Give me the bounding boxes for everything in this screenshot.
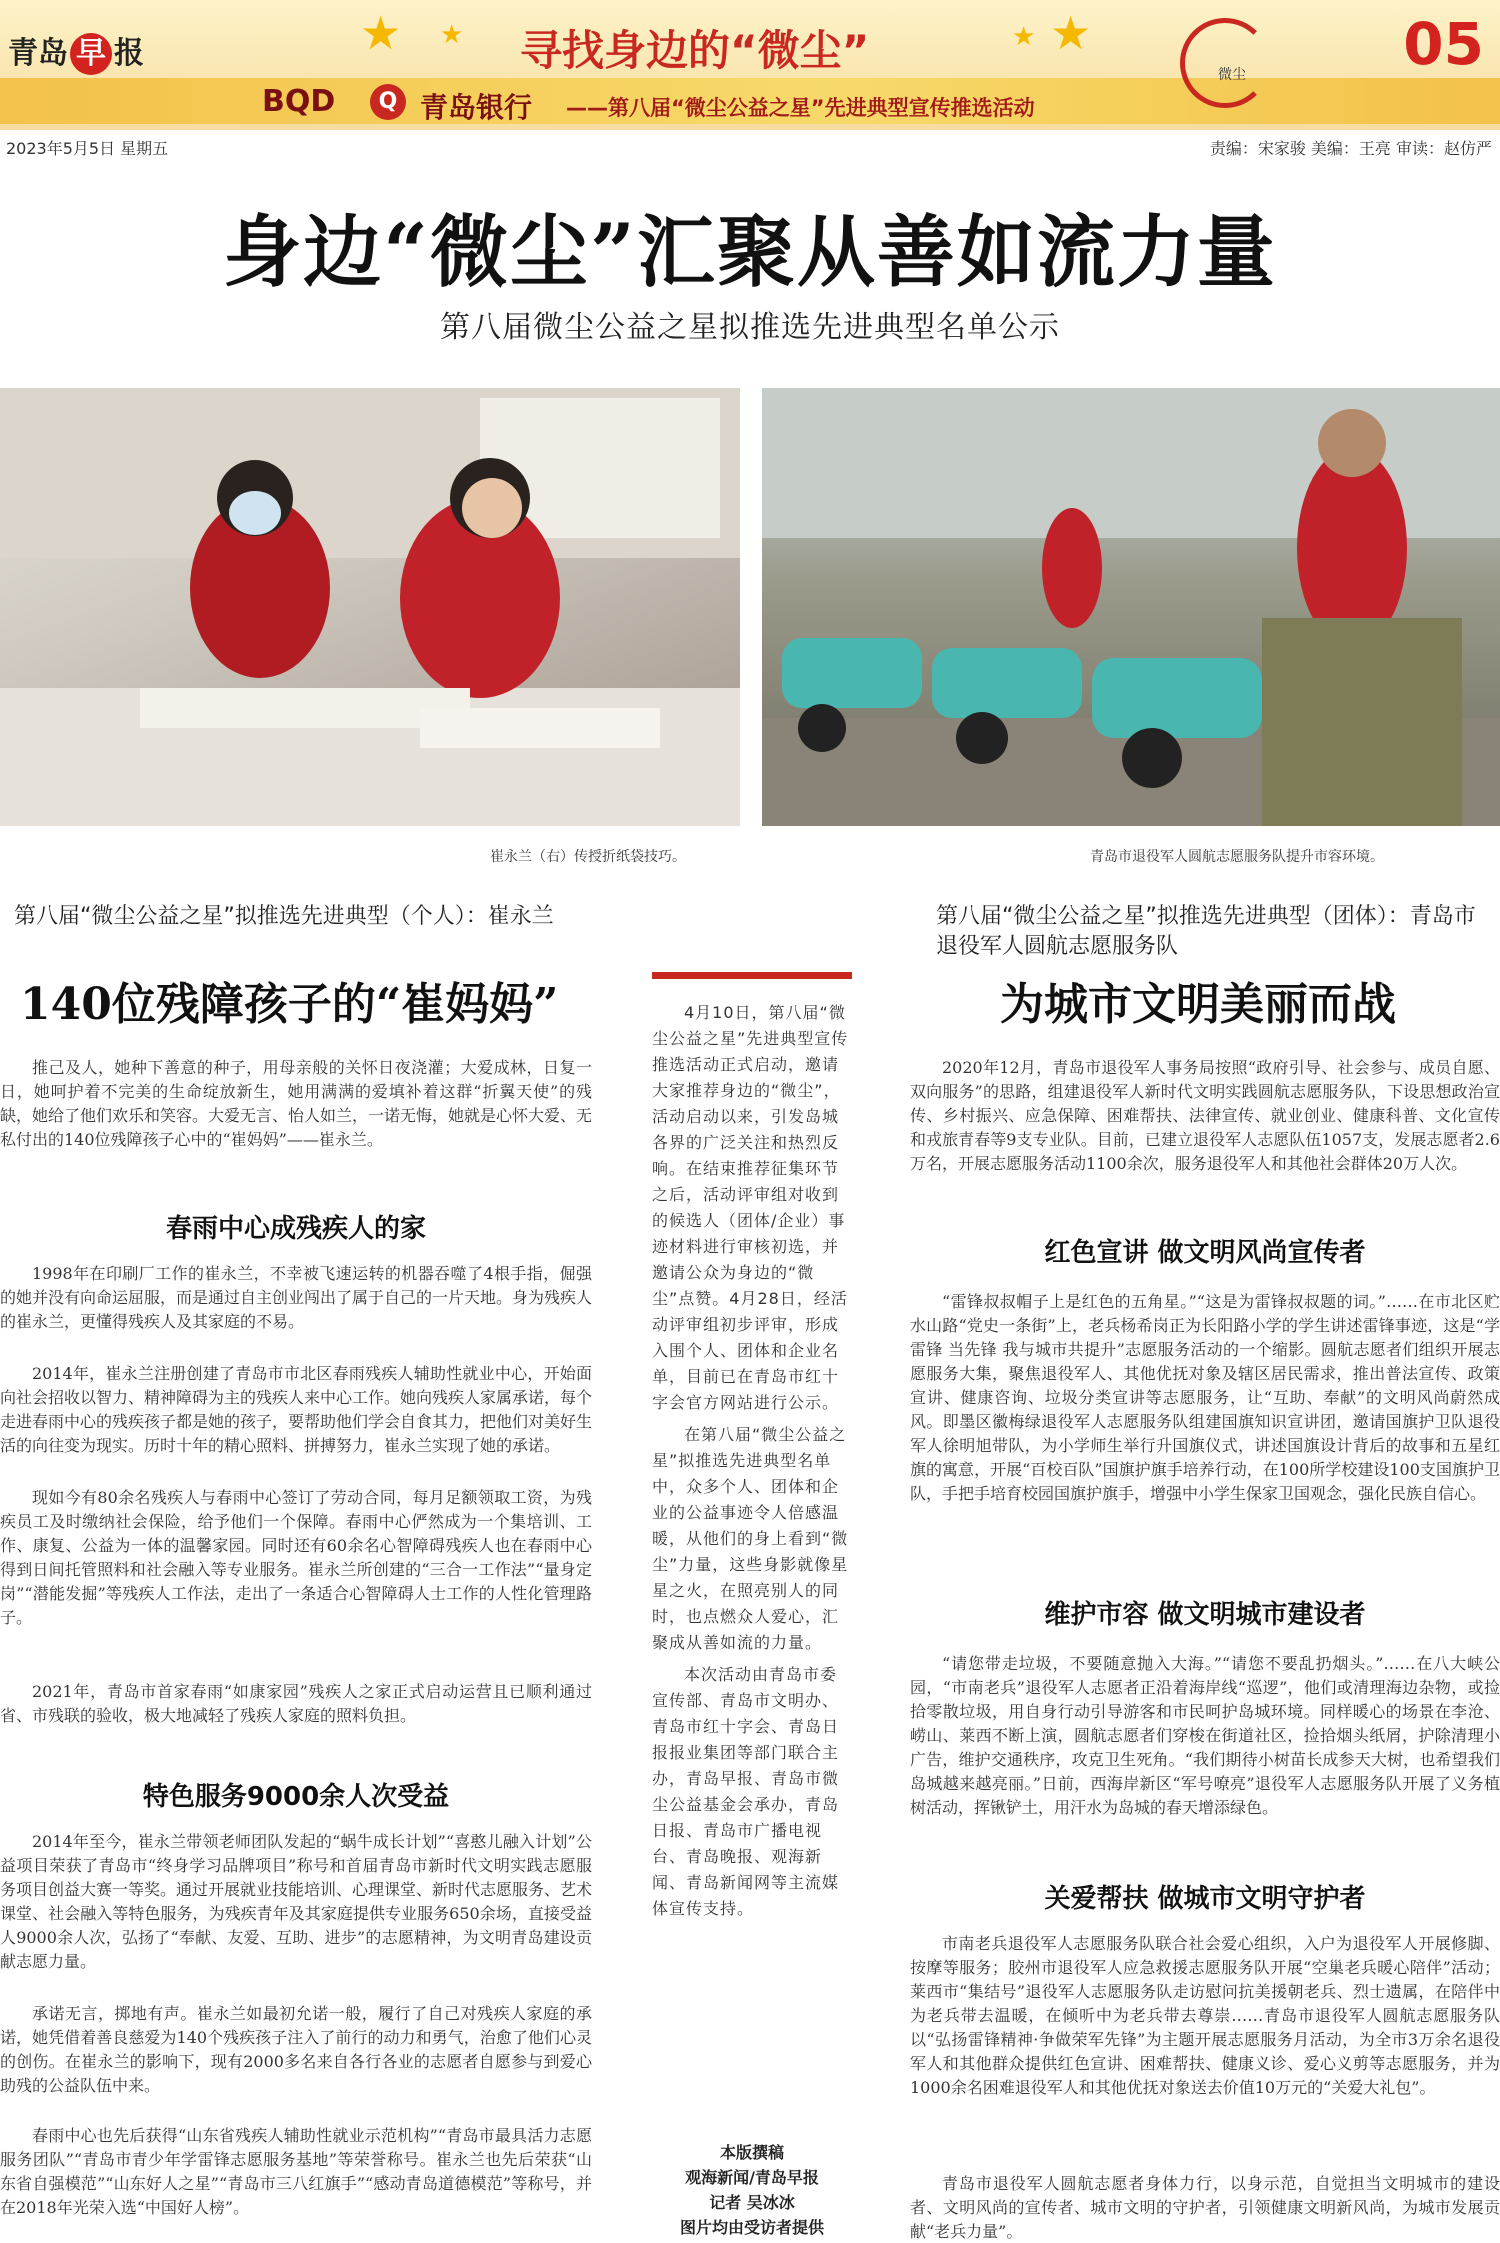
editors-line: 责编：宋家骏 美编：王亮 审读：赵仿严	[1209, 139, 1492, 158]
masthead-pre: 青岛	[8, 36, 68, 71]
left-intro: 推己及人，她种下善意的种子，用母亲般的关怀日夜浇灌；大爱成林，日复一日，她呵护着不完美的生命绽放新生，她用满满的爱填补着这群“折翼天使”的残缺，她给了他们欢乐和笑容。大爱无言、怡人如兰，一诺无悔，她就是心怀大爱、无私付出的140位残障孩子心中的“崔妈妈”——崔永兰。	[0, 1058, 592, 1149]
photo-illustration-left	[0, 388, 740, 826]
left-s2-paragraph-2: 承诺无言，掷地有声。崔永兰如最初允诺一般，履行了自己对残疾人家庭的承诺，她凭借着善良慈爱为140个残疾孩子注入了前行的动力和勇气，治愈了他们心灵的创伤。在崔永兰的影响下，现有2000多名来自各行各业的志愿者自愿参与到爱心助残的公益队伍中来。	[0, 2004, 592, 2095]
left-s2-paragraph-3: 春雨中心也先后获得“山东省残疾人辅助性就业示范机构”“青岛市最具活力志愿服务团队”“青岛市青少年学雷锋志愿服务基地”等荣誉称号。崔永兰也先后荣获“山东省自强模范”“山东好人之星”“青岛市三八红旗手”“感动青岛道德模范”等称号，并在2018年光荣入选“中国好人榜”。	[0, 2126, 592, 2217]
right-s3-paragraph-2: 青岛市退役军人圆航志愿者身体力行，以身示范，自觉担当文明城市的建设者、文明风尚的宣传者、城市文明的守护者，引领健康文明新风尚，为城市发展贡献“老兵力量”。	[910, 2174, 1500, 2241]
page-number: 05	[1403, 10, 1484, 78]
right-intro: 2020年12月，青岛市退役军人事务局按照“政府引导、社会参与、成员自愿、双向服务”的思路，组建退役军人新时代文明实践圆航志愿服务队，下设思想政治宣传、乡村振兴、应急保障、困难帮扶、法律宣传、就业创业、健康科普、文化宣传和戎旅青春等9支专业队。目前，已建立退役军人志愿队伍1057支，发展志愿者2.6万名，开展志愿服务活动1100余次，服务退役军人和其他社会群体20万人次。	[910, 1058, 1500, 1173]
campaign-title: ——第八届“微尘公益之星”先进典型宣传推选活动	[566, 96, 1035, 120]
bank-name: 青岛银行	[420, 91, 533, 124]
photo-cui-yonglan	[0, 388, 740, 826]
left-section-2-heading: 特色服务9000余人次受益	[142, 1782, 450, 1812]
bank-logo: BQD	[262, 84, 336, 119]
middle-paragraph-1: 4月10日，第八届“微尘公益之星”先进典型宣传推选活动正式启动，邀请大家推荐身边的“微尘”，活动启动以来，引发岛城各界的广泛关注和热烈反响。在结束推荐征集环节之后，活动评审组对收到的候选人（团体/企业）事迹材料进行审核初选，并邀请公众为身边的“微尘”点赞。4月28日，经活动评审组初步评审，形成入围个人、团体和企业名单，目前已在青岛市红十字会官方网站进行公示。	[652, 1003, 849, 1412]
bank-icon: Q	[370, 84, 406, 120]
star-icon: ★	[440, 20, 464, 50]
photo-caption-left: 崔永兰（右）传授折纸袋技巧。	[490, 849, 686, 865]
right-s1-paragraph-1: “雷锋叔叔帽子上是红色的五角星。”“这是为雷锋叔叔题的词。”……在市北区贮水山路“党史一条街”上，老兵杨希岗正为长阳路小学的学生讲述雷锋事迹，这是“学雷锋 当先锋 我与城市共提升”志愿服务活动的一个缩影。圆航志愿者们组织开展志愿服务大集，聚焦退役军人、其他优抚对象及辖区居民需求，推出普法宣传、政策宣讲、健康咨询、垃圾分类宣讲等志愿服务，让“互助、奉献”的文明风尚蔚然成风。即墨区徽梅绿退役军人志愿服务队组建国旗知识宣讲团，邀请国旗护卫队退役军人徐明旭带队，为小学师生举行升国旗仪式，讲述国旗设计背后的故事和五星红旗的寓意，开展“百校百队”国旗护旗手培养行动，在100所学校建设100支国旗护卫队，手把手培育校园国旗护旗手，增强中小学生保家卫国观念，强化民族自信心。	[910, 1292, 1500, 1503]
newspaper-masthead	[8, 28, 144, 75]
credit-line-4: 图片均由受访者提供	[679, 2218, 824, 2237]
photo-caption-right: 青岛市退役军人圆航志愿服务队提升市容环境。	[1090, 849, 1384, 865]
right-s2-paragraph-1: “请您带走垃圾，不要随意抛入大海。”“请您不要乱扔烟头。”……在八大峡公园，“市南老兵”退役军人志愿者正沿着海岸线“巡逻”，他们或清理海边杂物，或捡拾零散垃圾，用自身行动引导游客和市民呵护岛城环境。同样暖心的场景在李沧、崂山、莱西不断上演，圆航志愿者们穿梭在街道社区，捡拾烟头纸屑，护除清理小广告，维护交通秩序，攻克卫生死角。“我们期待小树苗长成参天大树，也希望我们岛城越来越亮丽。”日前，西海岸新区“军号嘹亮”退役军人志愿服务队开展了义务植树活动，挥锹铲土，用汗水为岛城的春天增添绿色。	[910, 1654, 1500, 1817]
left-article-title: 140位残障孩子的“崔妈妈”	[20, 979, 559, 1030]
left-s1-paragraph-3: 现如今有80余名残疾人与春雨中心签订了劳动合同，每月足额领取工资，为残疾员工及时缴纳社会保险，给予他们一个保障。春雨中心俨然成为一个集培训、工作、康复、公益为一体的温馨家园。同时还有60余名心智障碍残疾人也在春雨中心得到日间托管照料和社会融入等专业服务。崔永兰所创建的“三合一工作法”“量身定岗”“潜能发掘”等残疾人工作法，走出了一条适合心智障碍人士工作的人性化管理路子。	[0, 1488, 592, 1627]
photo-volunteers	[762, 388, 1500, 826]
middle-paragraph-3: 本次活动由青岛市委宣传部、青岛市文明办、青岛市红十字会、青岛日报报业集团等部门联合主办，青岛早报、青岛市微尘公益基金会承办，青岛日报、青岛市广播电视台、青岛晚报、观海新闻、青岛新闻网等主流媒体宣传支持。	[652, 1665, 840, 1918]
credit-line-1: 本版撰稿	[719, 2143, 784, 2162]
page-headline: 身边“微尘”汇聚从善如流力量	[223, 207, 1277, 298]
left-s1-paragraph-2: 2014年，崔永兰注册创建了青岛市市北区春雨残疾人辅助性就业中心，开始面向社会招收以智力、精神障碍为主的残疾人来中心工作。她向残疾人家属承诺，每个走进春雨中心的残疾孩子都是她的孩子，要帮助他们学会自食其力，把他们对美好生活的向往变为现实。历时十年的精心照料、拼搏努力，崔永兰实现了她的承诺。	[0, 1364, 592, 1455]
masthead-logo-icon: 早	[70, 33, 112, 75]
page-kicker: 寻找身边的“微尘”	[520, 26, 870, 75]
right-section-3-heading: 关爱帮扶 做城市文明守护者	[1044, 1884, 1366, 1914]
issue-date: 2023年5月5日 星期五	[6, 139, 169, 158]
left-s1-paragraph-1: 1998年在印刷厂工作的崔永兰，不幸被飞速运转的机器吞噬了4根手指，倔强的她并没有向命运屈服，而是通过自主创业闯出了属于自己的一片天地。身为残疾人的崔永兰，更懂得残疾人及其家庭的不易。	[0, 1264, 592, 1331]
right-section-2-heading: 维护市容 做文明城市建设者	[1044, 1600, 1366, 1630]
masthead-post: 报	[114, 36, 144, 71]
middle-paragraph-2: 在第八届“微尘公益之星”拟推选先进典型名单中，众多个人、团体和企业的公益事迹令人倍感温暖，从他们的身上看到“微尘”力量，这些身影就像星星之火，在照亮别人的同时，也点燃众人爱心，汇聚成从善如流的力量。	[652, 1425, 849, 1652]
middle-red-rule	[652, 972, 852, 979]
photo-illustration-right	[762, 388, 1500, 826]
middle-column	[652, 1000, 852, 2130]
right-s3-paragraph-1: 市南老兵退役军人志愿服务队联合社会爱心组织，入户为退役军人开展修脚、按摩等服务；胶州市退役军人应急救援志愿服务队开展“空巢老兵暖心陪伴”活动；莱西市“集结号”退役军人志愿服务队走访慰问抗美援朝老兵、烈士遗属，在陪伴中为老兵带去温暖，在倾听中为老兵带去尊崇……青岛市退役军人圆航志愿服务队以“弘扬雷锋精神·争做荣军先锋”为主题开展志愿服务月活动，为全市3万余名退役军人和其他群众提供红色宣讲、困难帮扶、健康义诊、爱心义剪等志愿服务，并为1000余名困难退役军人和其他优抚对象送去价值10万元的“关爱大礼包”。	[910, 1934, 1500, 2097]
byline-credits	[652, 2140, 852, 2240]
weichen-logo-text: 微尘	[1218, 67, 1246, 83]
right-article-title: 为城市文明美丽而战	[1000, 979, 1396, 1030]
right-section-1-heading: 红色宣讲 做文明风尚宣传者	[1044, 1238, 1366, 1268]
left-kicker: 第八届“微尘公益之星”拟推选先进典型（个人）：崔永兰	[14, 904, 554, 929]
credit-line-3: 记者 吴冰冰	[709, 2193, 795, 2212]
left-s2-paragraph-1: 2014年至今，崔永兰带领老师团队发起的“蜗牛成长计划”“喜憨儿融入计划”公益项目荣获了青岛市“终身学习品牌项目”称号和首届青岛市新时代文明实践志愿服务项目创益大赛一等奖。通过开展就业技能培训、心理课堂、新时代志愿服务、艺术课堂、社会融入等特色服务，为残疾青年及其家庭提供专业服务650余场，直接受益人9000余人次，弘扬了“奉献、友爱、互助、进步”的志愿精神，为文明青岛建设贡献志愿力量。	[0, 1832, 592, 1971]
left-section-1-heading: 春雨中心成残疾人的家	[165, 1214, 426, 1244]
credit-line-2: 观海新闻/青岛早报	[685, 2168, 819, 2187]
star-icon: ★	[1012, 22, 1036, 52]
star-icon: ★	[360, 6, 402, 60]
left-s1-paragraph-4: 2021年，青岛市首家春雨“如康家园”残疾人之家正式启动运营且已顺利通过省、市残联的验收，极大地减轻了残疾人家庭的照料负担。	[0, 1682, 592, 1725]
page-subheadline: 第八届微尘公益之星拟推选先进典型名单公示	[440, 310, 1060, 345]
weichen-logo-icon	[1180, 18, 1270, 108]
star-icon: ★	[1050, 6, 1092, 60]
right-kicker: 第八届“微尘公益之星”拟推选先进典型（团体）：青岛市退役军人圆航志愿服务队	[936, 904, 1476, 959]
